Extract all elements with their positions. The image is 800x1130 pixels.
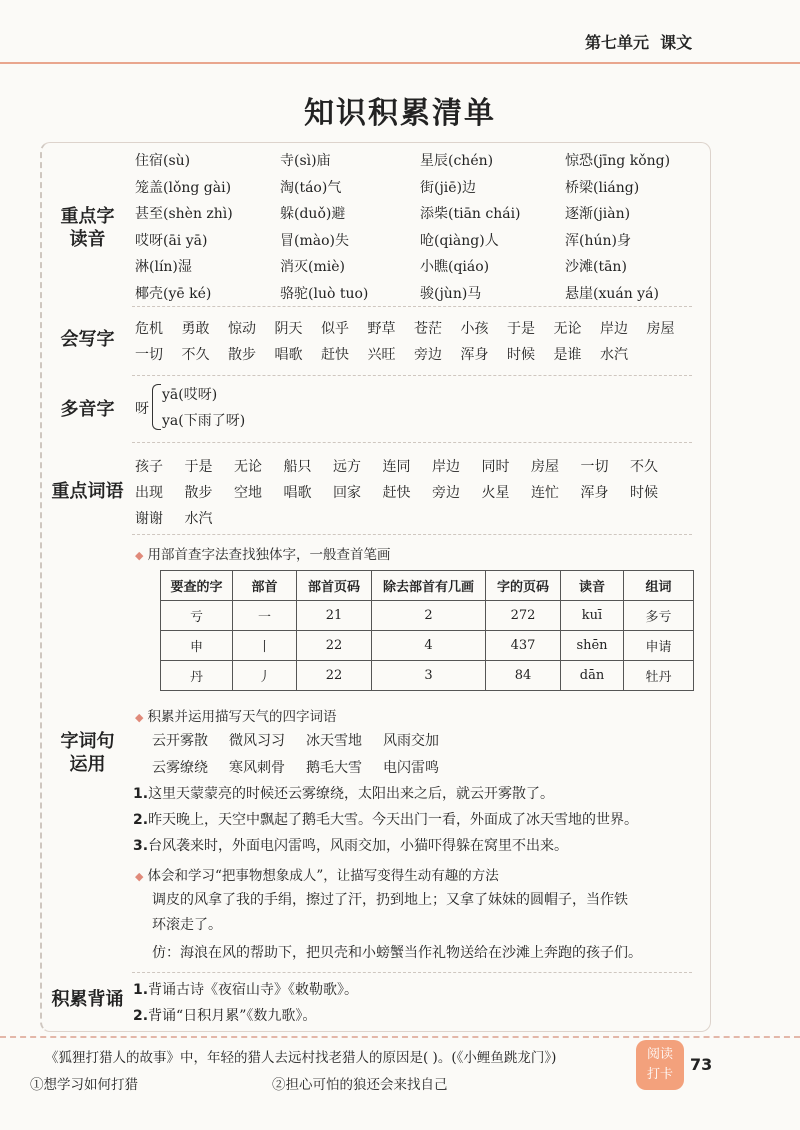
word-item: 散步 [228,347,256,363]
word-item: 微风习习 [229,733,285,749]
divider [132,375,692,376]
usage-label: 字词句 运用 [60,731,115,775]
sentence-text: 台风袭来时，外面电闪雷鸣，风雨交加，小猫吓得躲在窝里不出来。 [148,838,569,854]
weather-note: ◆ 积累并运用描写天气的四字词语 [135,709,337,725]
pronunciation-item: 骏(jùn)马 [420,285,482,302]
table-row [161,661,694,691]
word-item: 野草 [367,321,396,337]
table-cell: 丹 [161,661,233,691]
word-item: 一切 [135,347,163,363]
sentence-number: 2. [133,812,149,828]
table-cell: 一 [233,601,297,631]
example-sentences [133,783,638,861]
pronunciation-item: 浑(hún)身 [565,232,631,249]
lookup-table [160,570,694,691]
table-cell: 申 [161,631,233,661]
word-item: 云雾缭绕 [152,760,208,776]
word-item: 唱歌 [274,347,303,363]
pronunciation-item: 消灭(miè) [280,259,345,275]
word-item: 冰天雪地 [306,733,362,749]
writing-words [135,318,693,370]
table-cell: kuī [561,601,624,631]
diamond-icon: ◆ [135,549,144,562]
divider [132,972,692,973]
table-cell: shēn [561,631,624,661]
pronunciation-item: 甚至(shèn zhì) [135,206,233,222]
table-header-cell: 除去部首有几画 [372,571,486,601]
polyphone-char: 呀 [135,401,149,417]
type-label: 课文 [660,33,693,52]
word-item: 赶快 [382,485,411,501]
word-item: 岸边 [600,321,628,337]
pronunciation-item: 逐渐(jiàn) [565,206,631,222]
recite-item [133,979,358,1005]
polyphone-reading-1: yā(哎呀) [162,387,218,403]
polyphone-label: 多音字 [60,399,115,420]
word-item: 回家 [333,485,361,501]
pronunciation-item: 淋(lín)湿 [135,259,192,275]
pronunciation-item: 冒(mào)失 [280,232,349,249]
page-title: 知识积累清单 [304,96,496,131]
recite-item [133,1005,358,1031]
pronunciation-item: 桥梁(liáng) [565,179,640,196]
word-item: 空地 [234,485,262,501]
recite-number: 1. [133,982,149,998]
word-item: 苍茫 [414,321,442,337]
example-line-1: 调皮的风拿了我的手绢，擦过了汗，扔到地上；又拿了妹妹的圆帽子，当作铁 [152,892,628,908]
divider [132,442,692,443]
lookup-note: ◆ 用部首查字法查找独体字，一般查首笔画 [135,547,391,563]
word-item: 赶快 [321,347,349,363]
pronunciation-item: 星辰(chén) [420,153,494,169]
word-item: 时候 [630,485,658,501]
example-sentence [133,783,638,809]
example-sentence [133,809,638,835]
word-item: 不久 [181,347,210,363]
unit-label: 第七单元 [585,33,650,52]
word-item: 兴旺 [367,347,396,363]
word-item: 无论 [234,459,262,475]
pronunciation-item: 淘(táo)气 [280,179,342,196]
table-cell: 丿 [233,661,297,691]
pronunciation-label: 重点字 读音 [60,206,115,250]
diamond-icon: ◆ [135,711,144,724]
pronunciation-item: 躲(duǒ)避 [280,206,346,222]
table-cell: dān [561,661,624,691]
footer-option-1: ①想学习如何打猎 [30,1077,138,1093]
pronunciation-item: 笼盖(lǒng gài) [135,179,232,196]
word-item: 连忙 [531,485,559,501]
table-cell: 4 [372,631,486,661]
table-cell: 丨 [233,631,297,661]
word-item: 于是 [507,321,535,337]
word-item: 勇敢 [181,321,210,337]
footer-option-2: ②担心可怕的狼还会来找自己 [272,1077,448,1093]
sentence-text: 昨天晚上，天空中飘起了鹅毛大雪。今天出门一看，外面成了冰天雪地的世界。 [148,812,639,828]
table-cell: 22 [297,631,372,661]
word-item: 寒风刺骨 [229,760,285,776]
weather-words [152,730,460,784]
word-item: 危机 [135,321,163,337]
word-item: 旁边 [414,347,442,363]
word-item: 谢谢 [135,511,163,527]
word-item: 无论 [553,321,582,337]
brace [152,384,161,430]
word-item: 散步 [184,485,213,501]
table-cell: 3 [372,661,486,691]
word-item: 船只 [283,459,312,475]
pronunciation-item: 沙滩(tān) [565,259,627,275]
word-item: 不久 [630,459,658,475]
personify-note: ◆ 体会和学习“把事物想象成人”，让描写变得生动有趣的方法 [135,868,499,884]
table-cell: 437 [486,631,561,661]
header-divider [0,62,800,64]
table-header-cell: 要查的字 [161,571,233,601]
recite-text: 背诵“日积月累”《数九歌》。 [148,1008,317,1024]
word-item: 水汽 [600,347,628,363]
footer-divider [0,1036,800,1038]
word-item: 似乎 [321,321,349,337]
pronunciation-item: 骆驼(luò tuo) [280,285,369,302]
pronunciation-item: 哎呀(āi yā) [135,232,208,249]
example-line-2: 环滚走了。 [152,917,222,933]
word-item: 同时 [481,459,510,475]
word-item: 时候 [507,347,535,363]
table-row [161,631,694,661]
word-item: 惊动 [228,321,256,337]
sentence-number: 1. [133,786,149,802]
pronunciation-item: 小瞧(qiáo) [420,259,490,275]
pronunciation-item: 惊恐(jīng kǒng) [565,153,671,169]
pronunciation-item: 寺(sì)庙 [280,153,331,169]
reading-checkin-badge[interactable]: 阅读 打卡 [636,1040,684,1090]
table-cell: 申请 [624,631,694,661]
table-cell: 亏 [161,601,233,631]
word-item: 远方 [333,459,361,475]
pronunciation-item: 街(jiē)边 [420,179,477,196]
table-header-cell: 组词 [624,571,694,601]
recite-label: 积累背诵 [51,989,124,1010]
keyword-words [135,456,680,534]
word-item: 出现 [135,485,163,501]
word-item: 旁边 [432,485,460,501]
table-cell: 牡丹 [624,661,694,691]
polyphone-reading-2: ya(下雨了呀) [162,413,246,429]
word-item: 风雨交加 [383,733,439,749]
word-item: 孩子 [135,459,163,475]
word-item: 浑身 [580,485,609,501]
recite-text: 背诵古诗《夜宿山寺》《敕勒歌》。 [148,982,359,998]
divider [132,306,692,307]
table-cell: 2 [372,601,486,631]
pronunciation-item: 悬崖(xuán yá) [565,285,659,302]
pronunciation-item: 椰壳(yē ké) [135,285,212,302]
word-item: 云开雾散 [152,733,208,749]
word-item: 唱歌 [283,485,312,501]
example-sentence [133,835,638,861]
word-item: 于是 [184,459,213,475]
word-item: 水汽 [184,511,213,527]
page-number: 73 [690,1055,713,1074]
table-cell: 21 [297,601,372,631]
table-header-row [161,571,694,601]
pronunciation-item: 住宿(sù) [135,153,191,169]
table-header-cell: 读音 [561,571,624,601]
table-cell: 272 [486,601,561,631]
word-item: 浑身 [460,347,489,363]
writing-label: 会写字 [60,329,115,350]
word-item: 电闪雷鸣 [383,760,439,776]
table-cell: 22 [297,661,372,691]
sentence-text: 这里天蒙蒙亮的时候还云雾缭绕，太阳出来之后，就云开雾散了。 [148,786,555,802]
table-cell: 84 [486,661,561,691]
table-header-cell: 字的页码 [486,571,561,601]
footer-question: 《狐狸打猎人的故事》中，年轻的猎人去远村找老猎人的原因是( )。(《小鲤鱼跳龙门》) [45,1050,557,1066]
word-item: 火星 [481,485,510,501]
word-item: 鹅毛大雪 [306,760,362,776]
pronunciation-item: 呛(qiàng)人 [420,232,499,249]
word-item: 小孩 [460,321,489,337]
pronunciation-item: 添柴(tiān chái) [420,206,521,222]
word-item: 是谁 [553,347,582,363]
word-item: 一切 [580,459,609,475]
word-item: 岸边 [432,459,460,475]
sentence-number: 3. [133,838,149,854]
table-header-cell: 部首页码 [297,571,372,601]
recite-items [133,979,358,1031]
divider [132,534,692,535]
imitate-sentence: 仿：海浪在风的帮助下，把贝壳和小螃蟹当作礼物送给在沙滩上奔跑的孩子们。 [152,945,642,961]
word-item: 房屋 [531,459,559,475]
recite-number: 2. [133,1008,149,1024]
table-header-cell: 部首 [233,571,297,601]
table-row [161,601,694,631]
unit-header [585,30,692,53]
table-cell: 多亏 [624,601,694,631]
word-item: 连同 [382,459,411,475]
keywords-label: 重点词语 [51,481,124,502]
word-item: 阴天 [274,321,303,337]
diamond-icon: ◆ [135,870,144,883]
word-item: 房屋 [646,321,675,337]
